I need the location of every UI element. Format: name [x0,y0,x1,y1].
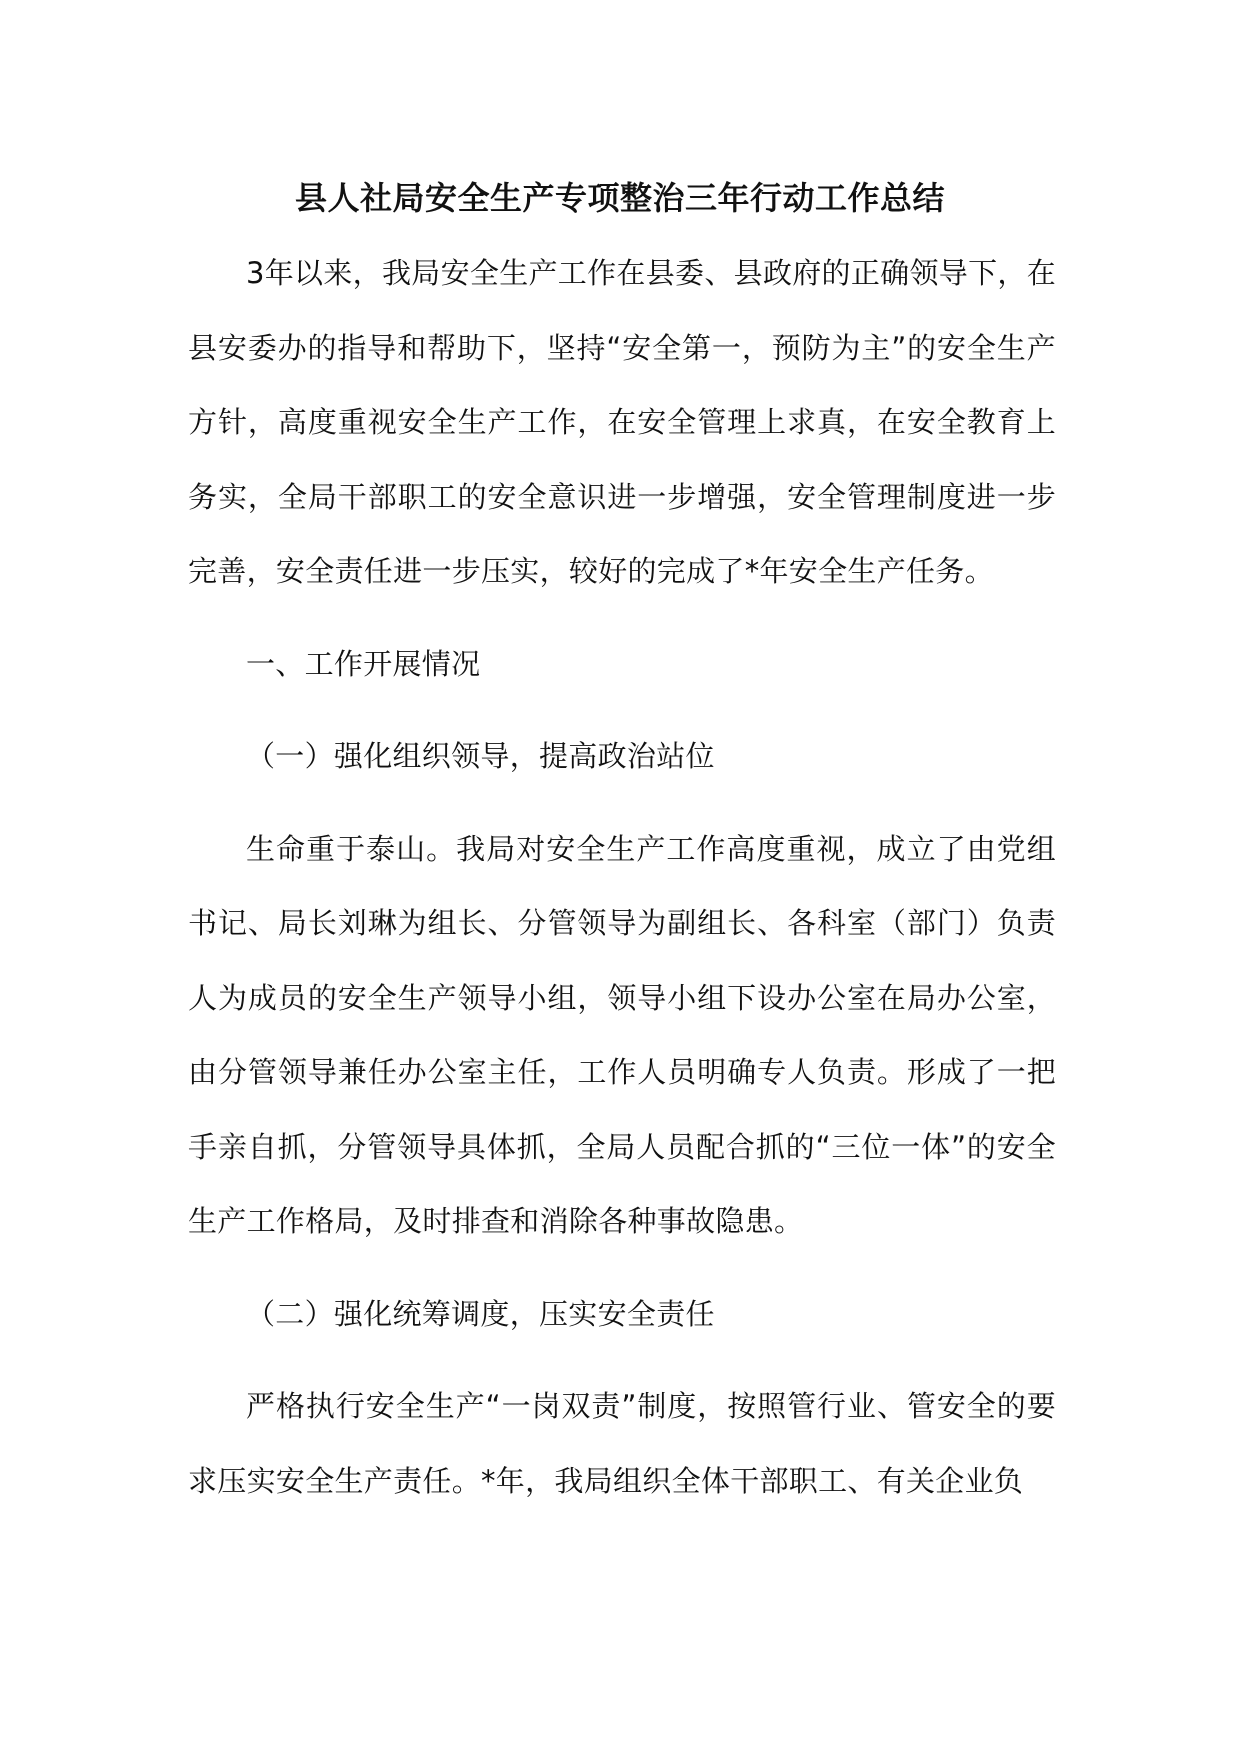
paragraph-organization: 生命重于泰山。我局对安全生产工作高度重视，成立了由党组书记、局长刘琳为组长、分管领导为副组长、各科室（部门）负责人为成员的安全生产领导小组，领导小组下设办公室在局办公室，由分管领导兼任办公室主任，工作人员明确专人负责。形成了一把手亲自抓，分管领导具体抓，全局人员配合抓的“三位一体”的安全生产工作格局，及时排查和消除各种事故隐患。 [188,831,1056,1238]
paragraph-responsibility: 严格执行安全生产“一岗双责”制度，按照管行业、管安全的要求压实安全生产责任。*年，我局组织全体干部职工、有关企业负 [188,1389,1056,1498]
document-title: 县人社局安全生产专项整治三年行动工作总结 [294,179,945,217]
section-heading-1: 一、工作开展情况 [246,646,481,681]
subsection-heading-1: （一）强化组织领导，提高政治站位 [246,739,715,773]
document-body [188,236,1056,1518]
subsection-heading-2: （二）强化统筹调度，压实安全责任 [246,1296,715,1331]
paragraph-intro: 3年以来，我局安全生产工作在县委、县政府的正确领导下，在县安委办的指导和帮助下，坚持“安全第一，预防为主”的安全生产方针，高度重视安全生产工作，在安全管理上求真，在安全教育上务实，全局干部职工的安全意识进一步增强，安全管理制度进一步完善，安全责任进一步压实，较好的完成了*年安全生产任务。 [188,256,1056,588]
